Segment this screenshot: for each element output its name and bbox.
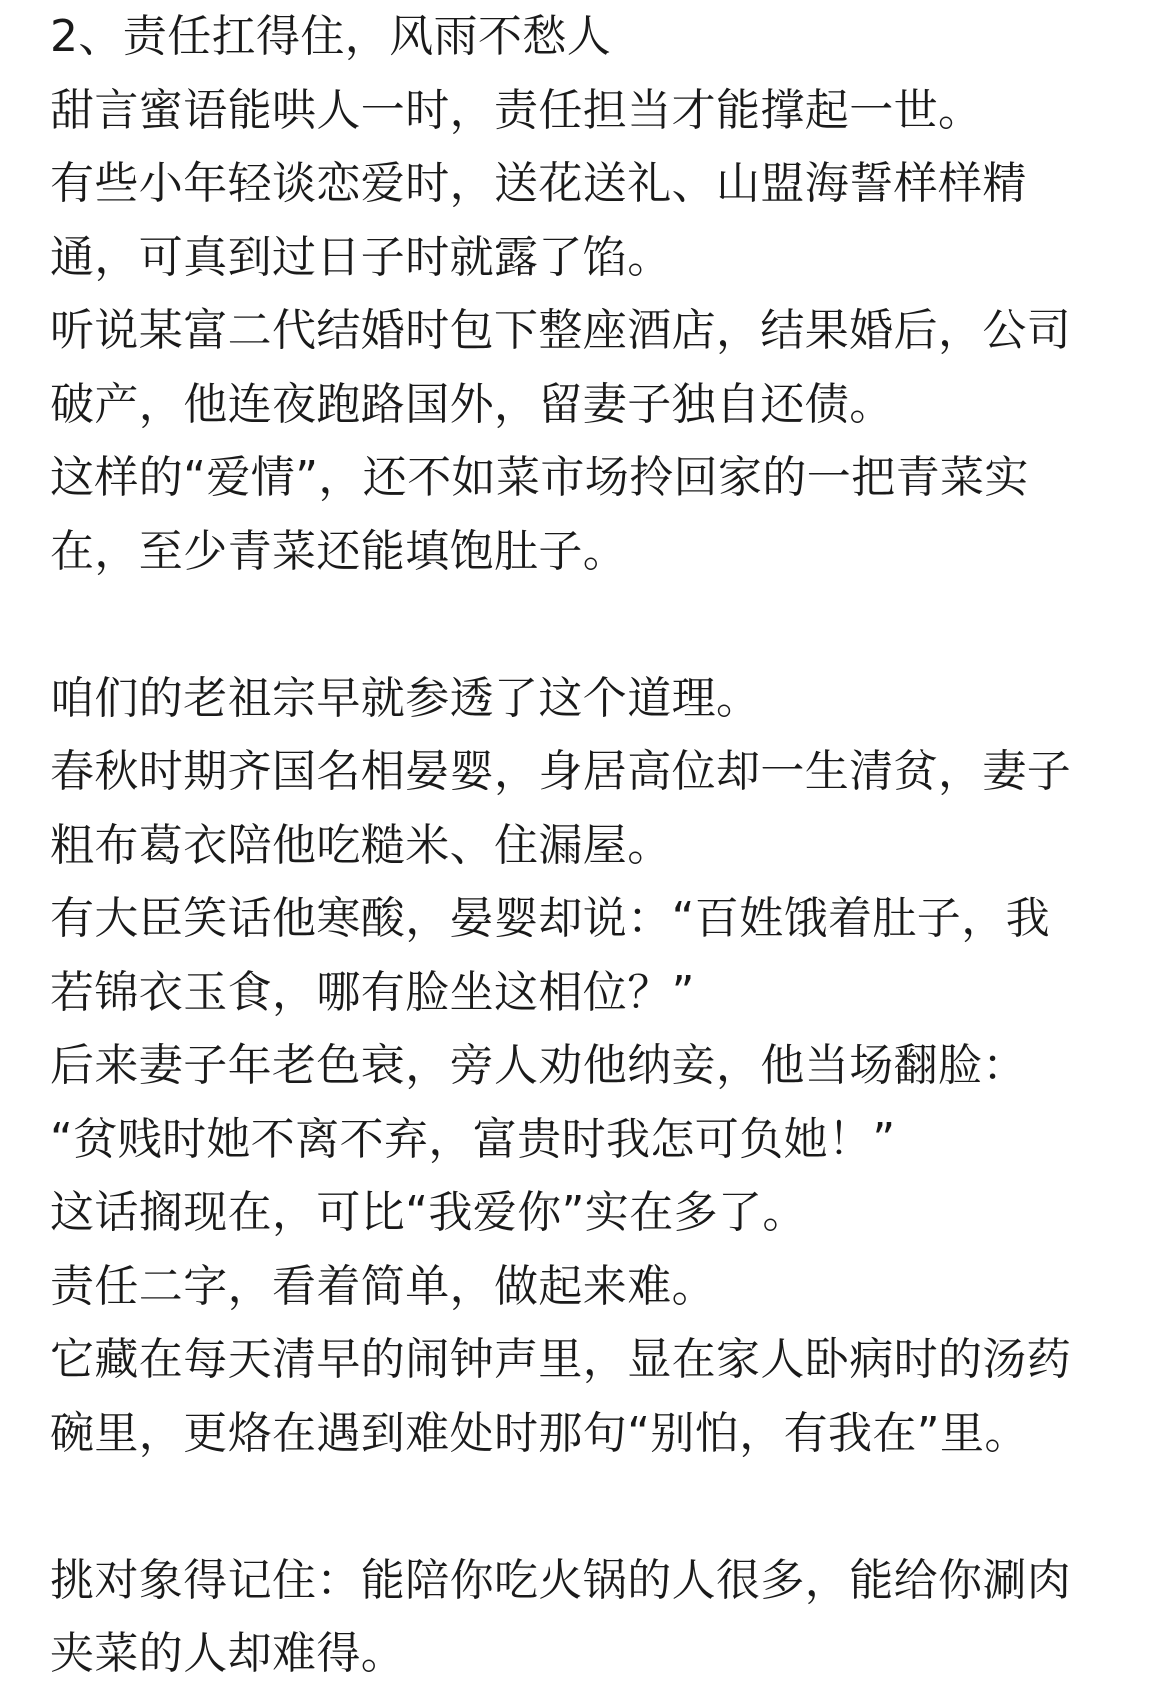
paragraph-line: 后来妻子年老色衰，旁人劝他纳妾，他当场翻脸： (50, 1040, 1027, 1091)
article-body (50, 0, 1130, 1691)
paragraph-line: 这话搁现在，可比“我爱你”实在多了。 (50, 1187, 807, 1238)
section-heading: 2、责任扛得住，风雨不愁人 (50, 11, 612, 62)
paragraph-line: 责任二字，看着简单，做起来难。 (50, 1260, 716, 1312)
paragraph-line: 若锦衣玉食，哪有脸坐这相位？” (50, 966, 695, 1018)
paragraph-line: 通，可真到过日子时就露了馅。 (50, 231, 672, 283)
paragraph-line: 甜言蜜语能哄人一时，责任担当才能撑起一世。 (50, 84, 983, 136)
paragraph-spacer (50, 588, 1130, 662)
paragraph-line: 咱们的老祖宗早就参透了这个道理。 (50, 672, 761, 724)
paragraph-line: 破产，他连夜跑路国外，留妻子独自还债。 (50, 378, 894, 430)
paragraph-line: 春秋时期齐国名相晏婴，身居高位却一生清贫，妻子 (50, 746, 1072, 797)
paragraph-line: 听说某富二代结婚时包下整座酒店，结果婚后，公司 (50, 305, 1072, 356)
paragraph-line: 这样的“爱情”，还不如菜市场拎回家的一把青菜实 (50, 452, 1029, 503)
paragraph-spacer (50, 1470, 1130, 1544)
paragraph-line: 碗里，更烙在遇到难处时那句“别怕，有我在”里。 (50, 1407, 1029, 1459)
paragraph-line: 它藏在每天清早的闹钟声里，显在家人卧病时的汤药 (50, 1334, 1072, 1385)
paragraph-line: 夹菜的人却难得。 (50, 1628, 406, 1679)
paragraph-line: 有大臣笑话他寒酸，晏婴却说：“百姓饿着肚子，我 (50, 893, 1050, 944)
paragraph-line: 粗布葛衣陪他吃糙米、住漏屋。 (50, 819, 672, 871)
paragraph-line: 挑对象得记住：能陪你吃火锅的人很多，能给你涮肉 (50, 1554, 1072, 1606)
paragraph-line: 有些小年轻谈恋爱时，送花送礼、山盟海誓样样精 (50, 158, 1027, 209)
paragraph-line: 在，至少青菜还能填饱肚子。 (50, 525, 628, 577)
paragraph-line: “贫贱时她不离不弃，富贵时我怎可负她！” (50, 1113, 896, 1165)
